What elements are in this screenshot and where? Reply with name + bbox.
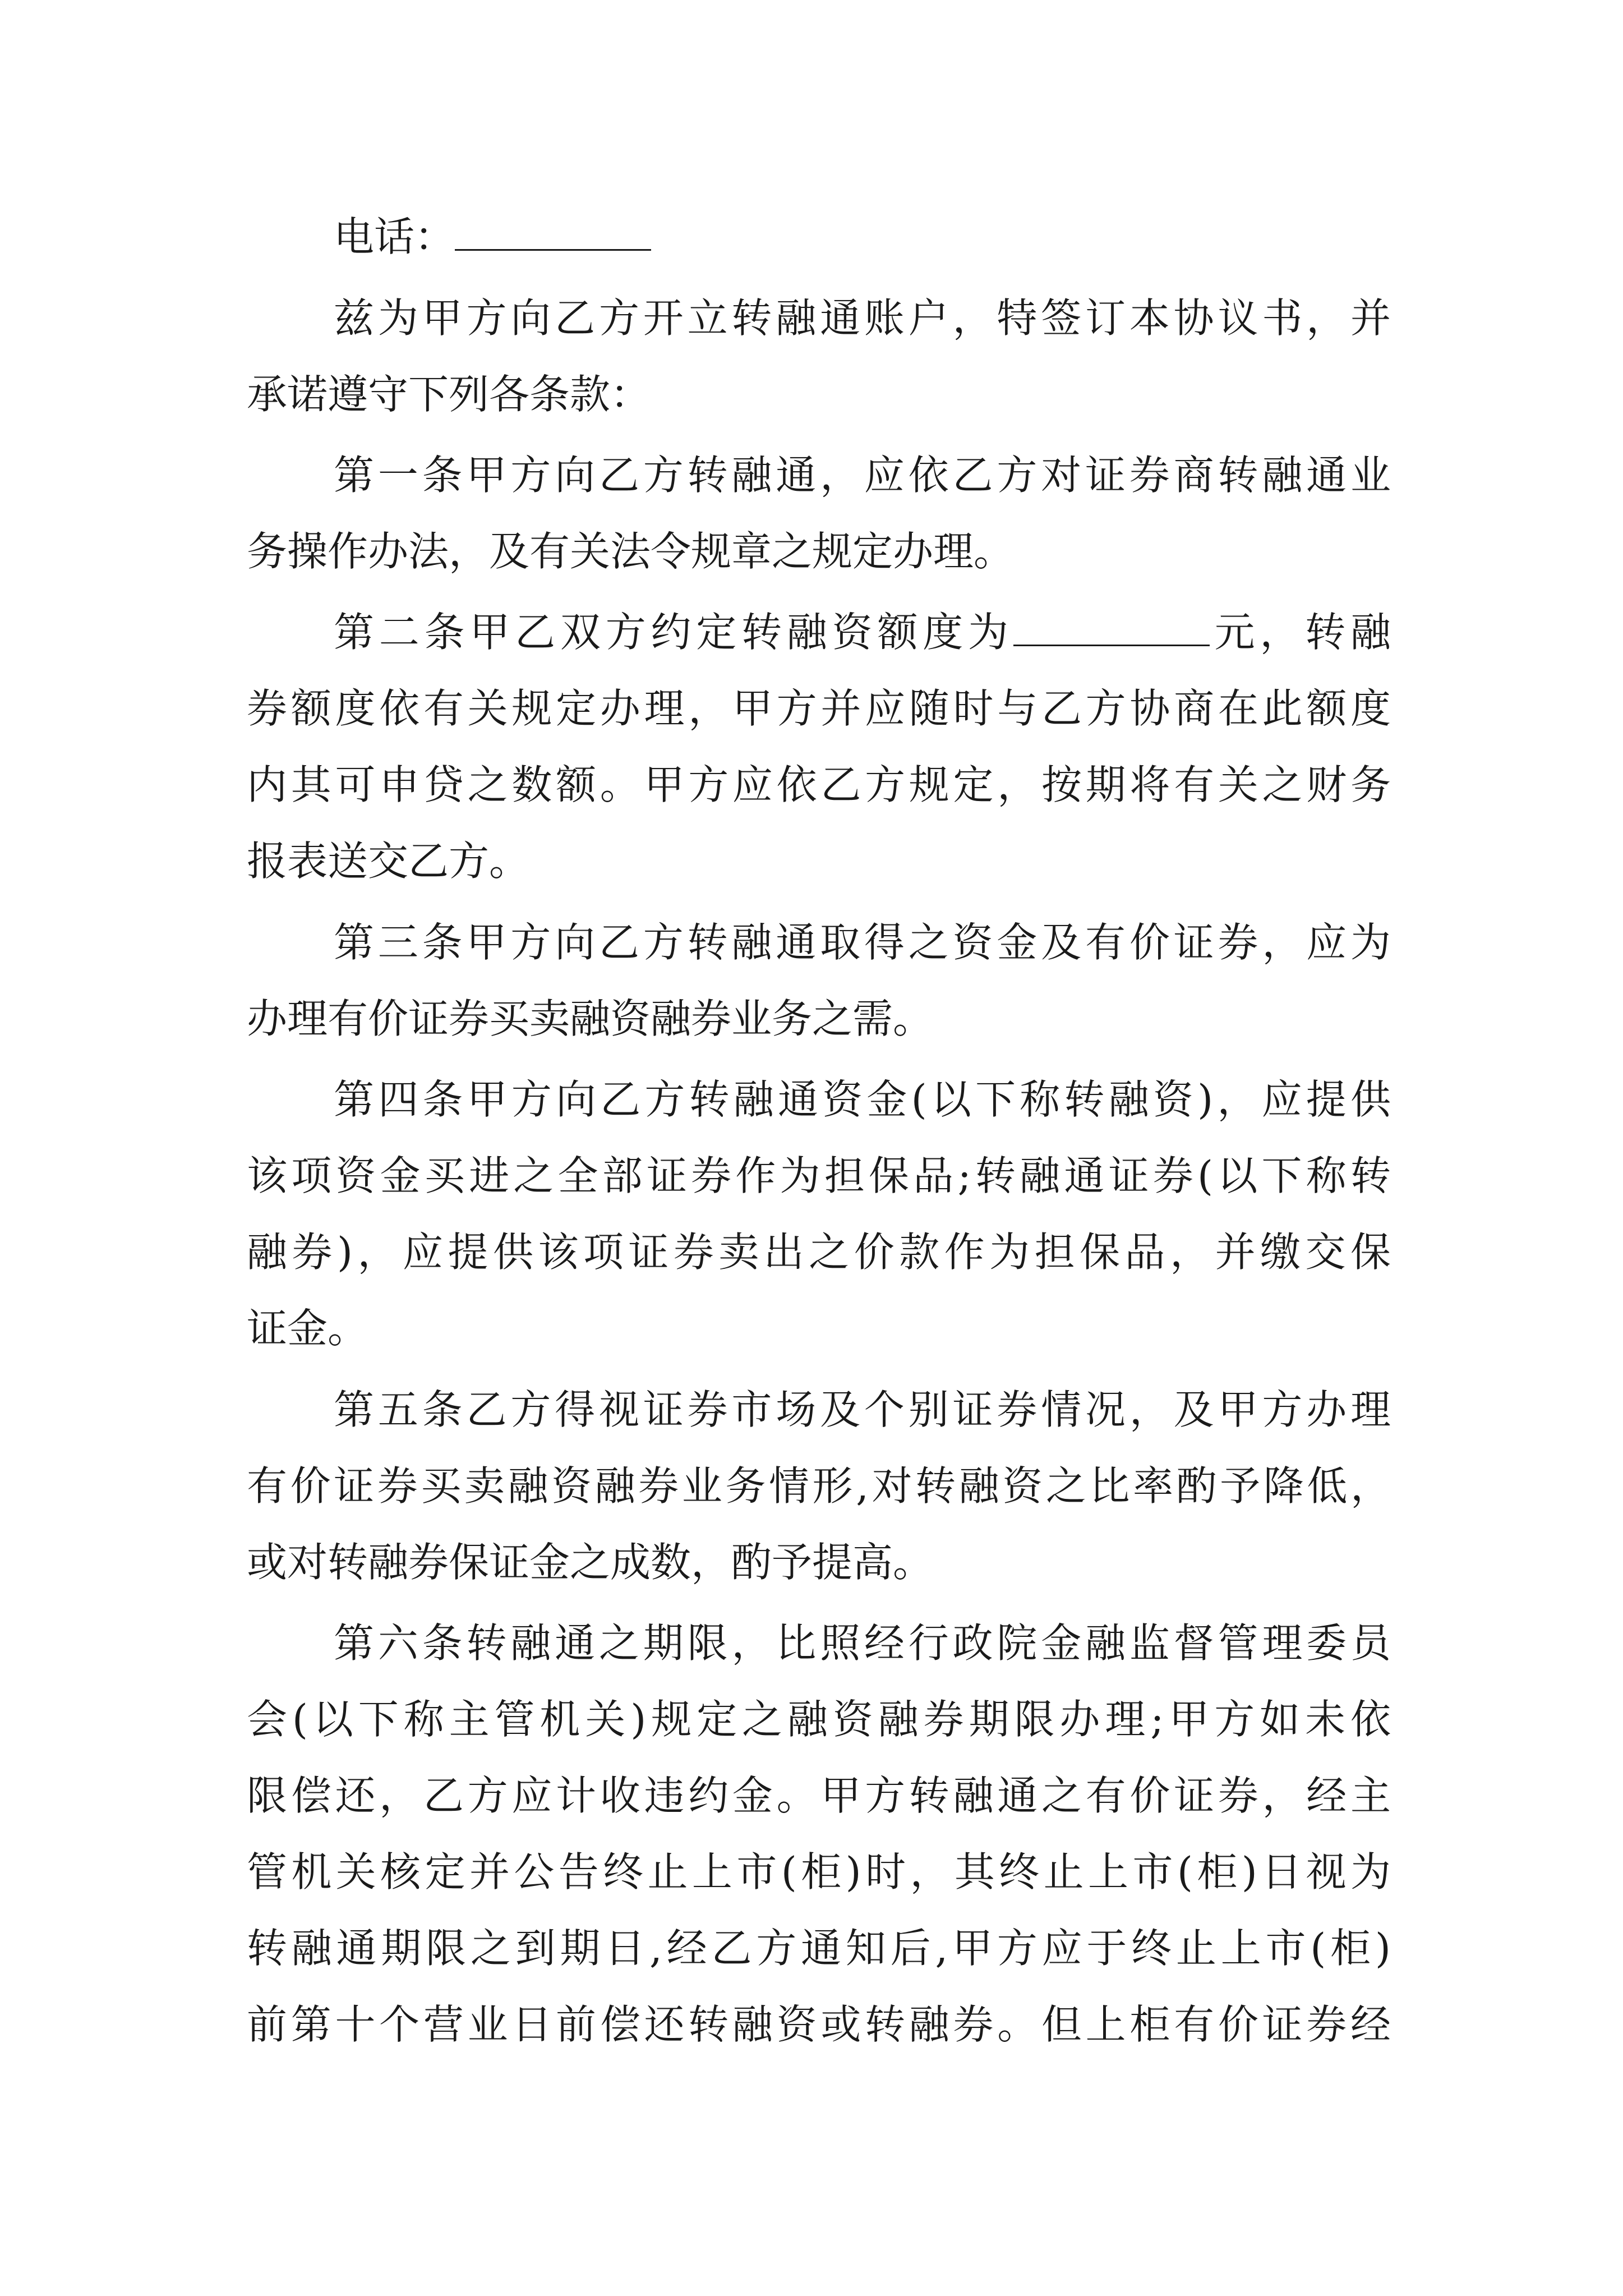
article6-line-5: 转融通期限之到期日,经乙方通知后,甲方应于终止上市(柜) [247,1925,1391,1972]
article6-line-1: 第六条转融通之期限，比照经行政院金融监督管理委员 [334,1619,1391,1667]
article2-line-3: 内其可申贷之数额。甲方应依乙方规定，按期将有关之财务 [247,761,1391,808]
intro-line-1: 兹为甲方向乙方开立转融通账户，特签订本协议书，并 [334,295,1391,342]
article2-line-4: 报表送交乙方。 [247,838,530,885]
article2-text-a: 第二条甲乙双方约定转融资额度为 [334,609,1013,656]
article6-line-6: 前第十个营业日前偿还转融资或转融券。但上柜有价证券经 [247,2001,1391,2048]
article5-line-2: 有价证券买卖融资融券业务情形,对转融资之比率酌予降低， [247,1462,1391,1510]
article6-line-2: 会(以下称主管机关)规定之融资融券期限办理;甲方如未依 [247,1696,1391,1743]
article4-line-3: 融券)，应提供该项证券卖出之价款作为担保品，并缴交保 [247,1228,1391,1276]
article1-line-1: 第一条甲方向乙方转融通，应依乙方对证券商转融通业 [334,452,1391,499]
intro-line-2: 承诺遵守下列各条款： [247,371,651,418]
article4-line-2: 该项资金买进之全部证券作为担保品;转融通证券(以下称转 [247,1152,1391,1199]
article3-line-1: 第三条甲方向乙方转融通取得之资金及有价证券，应为 [334,919,1391,966]
article5-line-1: 第五条乙方得视证券市场及个别证券情况，及甲方办理 [334,1386,1391,1433]
article4-line-4: 证金。 [247,1305,368,1352]
article6-line-3: 限偿还，乙方应计收违约金。甲方转融通之有价证券，经主 [247,1772,1391,1819]
phone-line [334,211,1391,262]
article1-line-2: 务操作办法，及有关法令规章之规定办理。 [247,528,1015,575]
phone-blank-field[interactable] [455,215,651,251]
article5-line-3: 或对转融券保证金之成数，酌予提高。 [247,1539,934,1586]
article2-text-b: 元，转融 [1209,609,1391,656]
article4-line-1: 第四条甲方向乙方转融通资金(以下称转融资)，应提供 [334,1076,1391,1123]
article6-line-4: 管机关核定并公告终止上市(柜)时，其终止上市(柜)日视为 [247,1848,1391,1895]
article2-line-2: 券额度依有关规定办理，甲方并应随时与乙方协商在此额度 [247,685,1391,732]
article3-line-2: 办理有价证券买卖融资融券业务之需。 [247,995,934,1042]
article2-line-1 [334,607,1391,657]
credit-amount-blank-field[interactable] [1013,611,1210,646]
phone-label: 电话： [334,213,455,260]
